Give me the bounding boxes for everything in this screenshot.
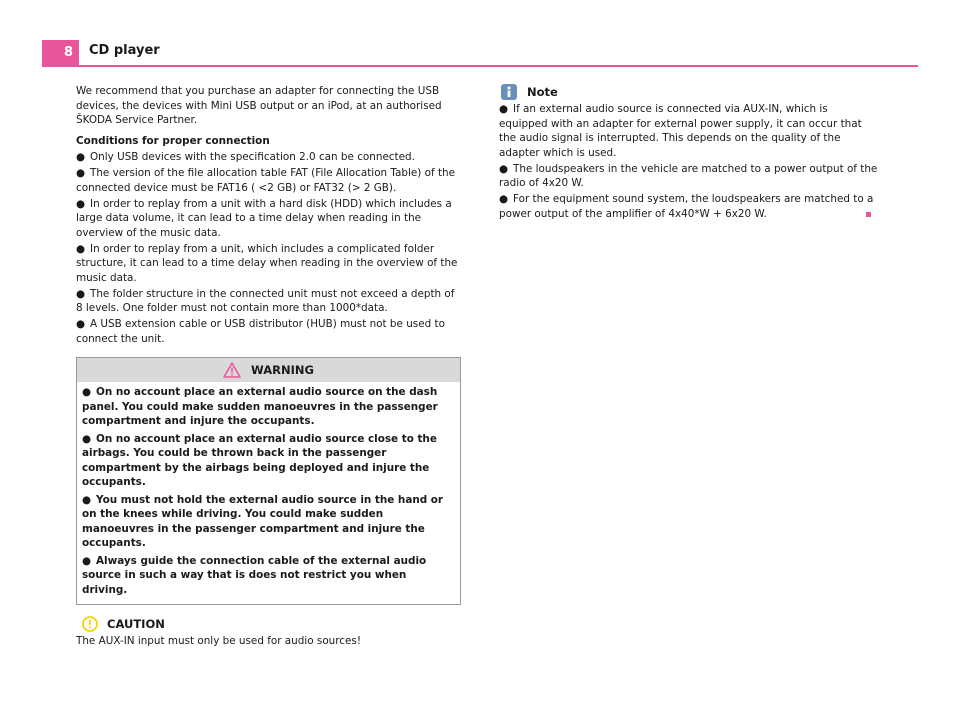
bullet-icon: ● [82, 386, 92, 398]
list-item: ● On no account place an external audio source on the dash panel. You could make sudden manoeuvres in the passenger compartment and injure the occupants. [82, 386, 438, 427]
list-item: ● The loudspeakers in the vehicle are matched to a power output of the radio of 4x20 W. [499, 162, 878, 189]
caution-icon [82, 616, 98, 632]
warning-header [77, 358, 460, 382]
note-header [499, 84, 879, 100]
list-item: ● A USB extension cable or USB distributor (HUB) must not be used to connect the unit. [76, 318, 445, 345]
list-item: ● For the equipment sound system, the loudspeakers are matched to a power output of the amplifier of 4x40*W + 6x20 W. [499, 193, 874, 220]
list-item: ● Always guide the connection cable of the external audio source in such a way that is does not restrict you when driving. [82, 554, 427, 596]
list-item: ● If an external audio source is connected via AUX-IN, which is equipped with an adapter for external power supply, it can occur that the audio signal is interrupted. This depends on the quality of the adapter which is used. [499, 103, 862, 159]
warning-body [77, 382, 460, 604]
bullet-icon: ● [82, 432, 92, 445]
bullet-icon: ● [499, 103, 509, 115]
note-title: Note [527, 84, 558, 99]
right-column [499, 84, 879, 223]
warning-title: WARNING [251, 362, 314, 377]
conditions-heading: Conditions for proper connection [76, 134, 270, 147]
caution-text: The AUX-IN input must only be used for audio sources! [76, 635, 361, 647]
list-item: ● The version of the file allocation table FAT (File Allocation Table) of the connected device must be FAT16 ( <2 GB) or FAT32 (> 2 GB). [76, 167, 456, 194]
section-title: CD player [89, 43, 160, 58]
bullet-icon: ● [76, 242, 86, 255]
header-rule [79, 65, 918, 67]
list-item: ● On no account place an external audio source close to the airbags. You could be thrown back in the passenger compartment by the airbags being deployed and injure the occupants. [82, 432, 437, 488]
page-number: 8 [42, 40, 79, 67]
list-item: ● In order to replay from a unit, which includes a complicated folder structure, it can lead to a time delay when reading in the overview of the music data. [76, 242, 458, 284]
bullet-icon: ● [499, 193, 509, 205]
bullet-icon: ● [76, 197, 86, 210]
warning-box [76, 357, 461, 605]
info-icon [501, 84, 517, 100]
bullet-icon: ● [82, 493, 92, 506]
list-item: ● The folder structure in the connected unit must not exceed a depth of 8 levels. One folder must not contain more than 1000*data. [76, 287, 455, 314]
bullet-icon: ● [82, 554, 92, 567]
list-item: ● Only USB devices with the specification 2.0 can be connected. [76, 151, 415, 163]
warning-triangle-icon [223, 362, 241, 378]
bullet-icon: ● [76, 151, 86, 163]
bullet-icon: ● [76, 167, 86, 179]
bullet-icon: ● [499, 162, 509, 175]
section-end-marker [866, 212, 871, 217]
list-item: ● In order to replay from a unit with a hard disk (HDD) which includes a large data volume, it can lead to a time delay when reading in the overview of the music data. [76, 197, 452, 239]
bullet-icon: ● [76, 318, 86, 330]
page-header [42, 40, 918, 67]
list-item: ● You must not hold the external audio source in the hand or on the knees while driving. You could make sudden manoeuvres in the passenger compartment and injure the occupants. [82, 493, 444, 549]
conditions-list [76, 150, 462, 346]
intro-paragraph: We recommend that you purchase an adapter for connecting the USB devices, the devices with Mini USB output or an iPod, at an authorised ŠKODA Service Partner. [76, 85, 442, 126]
bullet-icon: ● [76, 287, 86, 300]
caution-title: CAUTION [107, 616, 165, 631]
caution-header [76, 616, 462, 632]
left-column [76, 84, 462, 649]
